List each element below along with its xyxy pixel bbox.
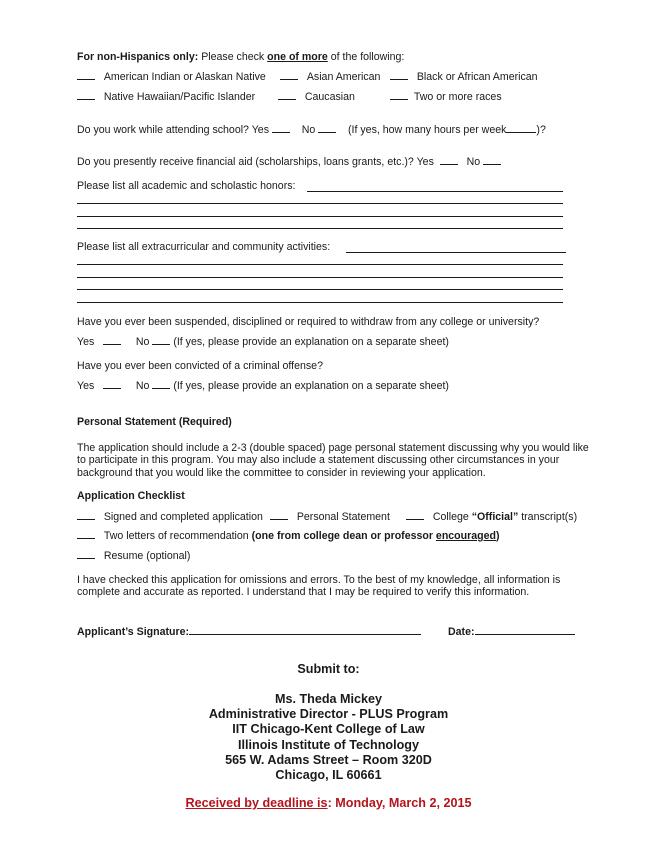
- signature-line[interactable]: [189, 624, 421, 635]
- suspended-question: Have you ever been suspended, disciplined or required to withdraw from any college or university?: [77, 316, 540, 328]
- option-label: Asian American: [306, 71, 381, 83]
- option-label: Black or African American: [416, 71, 538, 83]
- option-asian-american[interactable]: [280, 69, 380, 83]
- work-followup-b: )?: [536, 124, 546, 136]
- aid-question-row: [77, 154, 501, 168]
- honors-line[interactable]: [307, 191, 563, 192]
- signature-label: Applicant’s Signature:: [77, 626, 190, 638]
- activities-line[interactable]: [77, 289, 563, 290]
- aid-question: Do you presently receive financial aid (scholarships, loans grants, etc.)?: [77, 156, 414, 168]
- address-line: Ms. Theda Mickey: [274, 692, 383, 706]
- option-two-or-more[interactable]: [390, 89, 502, 103]
- activities-line[interactable]: [77, 302, 563, 303]
- checklist-official-emph: “Official”: [471, 511, 519, 523]
- convicted-no-blank[interactable]: [152, 378, 170, 389]
- address-line: Illinois Institute of Technology: [238, 737, 419, 752]
- checklist-label: Resume (optional): [103, 550, 191, 562]
- option-native-hawaiian[interactable]: [77, 89, 255, 103]
- aid-yes-label: Yes: [416, 156, 434, 168]
- checklist-signed[interactable]: [77, 509, 263, 523]
- date-line[interactable]: [475, 624, 575, 635]
- checklist-resume[interactable]: [77, 548, 190, 562]
- work-yes-blank[interactable]: [272, 122, 290, 133]
- checklist-heading: Application Checklist: [77, 490, 185, 502]
- honors-label: Please list all academic and scholastic honors:: [77, 180, 296, 192]
- checklist-letters[interactable]: [77, 528, 500, 542]
- suspended-yes-label: Yes: [77, 336, 95, 348]
- work-yes-label: Yes: [251, 124, 270, 136]
- checklist-label: Signed and completed application: [103, 511, 263, 523]
- checkbox-blank[interactable]: [77, 509, 95, 520]
- checkbox-blank[interactable]: [390, 69, 408, 80]
- checklist-label: Personal Statement: [296, 511, 390, 523]
- honors-line[interactable]: [77, 216, 563, 217]
- checklist-letters-note: (one from college dean or professor: [251, 530, 433, 542]
- ethnicity-instruction-emph: one of more: [267, 51, 328, 63]
- checkbox-blank[interactable]: [77, 548, 95, 559]
- option-caucasian[interactable]: [278, 89, 355, 103]
- honors-line[interactable]: [77, 203, 563, 204]
- checkbox-blank[interactable]: [280, 69, 298, 80]
- suspended-no-blank[interactable]: [152, 334, 170, 345]
- ethnicity-instruction-b: of the following:: [330, 51, 405, 63]
- ethnicity-prefix: For non-Hispanics only:: [77, 51, 199, 63]
- activities-line[interactable]: [77, 277, 563, 278]
- option-label: Native Hawaiian/Pacific Islander: [103, 91, 256, 103]
- address-line: Administrative Director - PLUS Program: [208, 707, 449, 722]
- suspended-answer-row: [77, 334, 449, 348]
- submit-heading: Submit to:: [297, 662, 360, 676]
- activities-line[interactable]: [77, 264, 563, 265]
- ethnicity-instruction-a: Please check: [201, 51, 265, 63]
- statement-heading: Personal Statement (Required): [77, 416, 232, 428]
- convicted-answer-row: [77, 378, 449, 392]
- option-label: Caucasian: [304, 91, 355, 103]
- suspended-no-label: No: [135, 336, 150, 348]
- activities-label: Please list all extracurricular and community activities:: [77, 241, 331, 253]
- checkbox-blank[interactable]: [406, 509, 424, 520]
- option-american-indian[interactable]: [77, 69, 266, 83]
- aid-no-blank[interactable]: [483, 154, 501, 165]
- date-label: Date:: [448, 626, 475, 638]
- checklist-personal[interactable]: [270, 509, 390, 523]
- work-followup-a: (If yes, how many hours per week: [348, 124, 507, 136]
- convicted-yes-blank[interactable]: [103, 378, 121, 389]
- aid-no-label: No: [466, 156, 481, 168]
- checkbox-blank[interactable]: [270, 509, 288, 520]
- address-line: IIT Chicago-Kent College of Law: [232, 722, 425, 737]
- work-no-label: No: [301, 124, 316, 136]
- convicted-question: Have you ever been convicted of a criminal offense?: [77, 360, 323, 372]
- suspended-followup: (If yes, please provide an explanation on a separate sheet): [173, 336, 449, 348]
- ethnicity-instruction: [77, 51, 404, 63]
- statement-body: The application should include a 2-3 (double spaced) page personal statement discussing why you would like to participate in this program. You may also include a statement discussing other circumstances in your background that you would like the committee to consider in reviewing your application.: [77, 442, 589, 479]
- submit-address: [0, 692, 657, 783]
- checklist-label: College: [432, 511, 469, 523]
- work-no-blank[interactable]: [318, 122, 336, 133]
- work-hours-blank[interactable]: [506, 122, 536, 133]
- honors-line[interactable]: [77, 228, 563, 229]
- date-row: [448, 624, 575, 638]
- work-question: Do you work while attending school?: [77, 124, 249, 136]
- deadline-value: : Monday, March 2, 2015: [327, 796, 472, 810]
- checklist-label: transcript(s): [521, 511, 578, 523]
- work-question-row: [77, 122, 546, 136]
- suspended-yes-blank[interactable]: [103, 334, 121, 345]
- signature-row: [77, 624, 421, 638]
- checklist-label: Two letters of recommendation: [103, 530, 249, 542]
- convicted-followup: (If yes, please provide an explanation on a separate sheet): [173, 380, 449, 392]
- option-label: Two or more races: [413, 91, 502, 103]
- address-line: Chicago, IL 60661: [275, 768, 382, 783]
- deadline-row: [0, 796, 657, 811]
- checkbox-blank[interactable]: [77, 69, 95, 80]
- checklist-letters-emph: encouraged: [435, 530, 496, 542]
- checkbox-blank[interactable]: [77, 528, 95, 539]
- checkbox-blank[interactable]: [278, 89, 296, 100]
- option-black-african-american[interactable]: [390, 69, 538, 83]
- checkbox-blank[interactable]: [77, 89, 95, 100]
- checklist-letters-close: ): [495, 530, 500, 542]
- address-line: 565 W. Adams Street – Room 320D: [225, 752, 432, 767]
- certification-text: I have checked this application for omissions and errors. To the best of my knowledge, all information is complete and accurate as reported. I understand that I may be required to verify this information.: [77, 574, 561, 599]
- option-label: American Indian or Alaskan Native: [103, 71, 266, 83]
- convicted-no-label: No: [135, 380, 150, 392]
- checkbox-blank[interactable]: [390, 89, 408, 100]
- activities-line[interactable]: [346, 252, 566, 253]
- convicted-yes-label: Yes: [77, 380, 95, 392]
- checklist-transcript[interactable]: [406, 509, 577, 523]
- deadline-label: Received by deadline is: [185, 796, 328, 810]
- aid-yes-blank[interactable]: [440, 154, 458, 165]
